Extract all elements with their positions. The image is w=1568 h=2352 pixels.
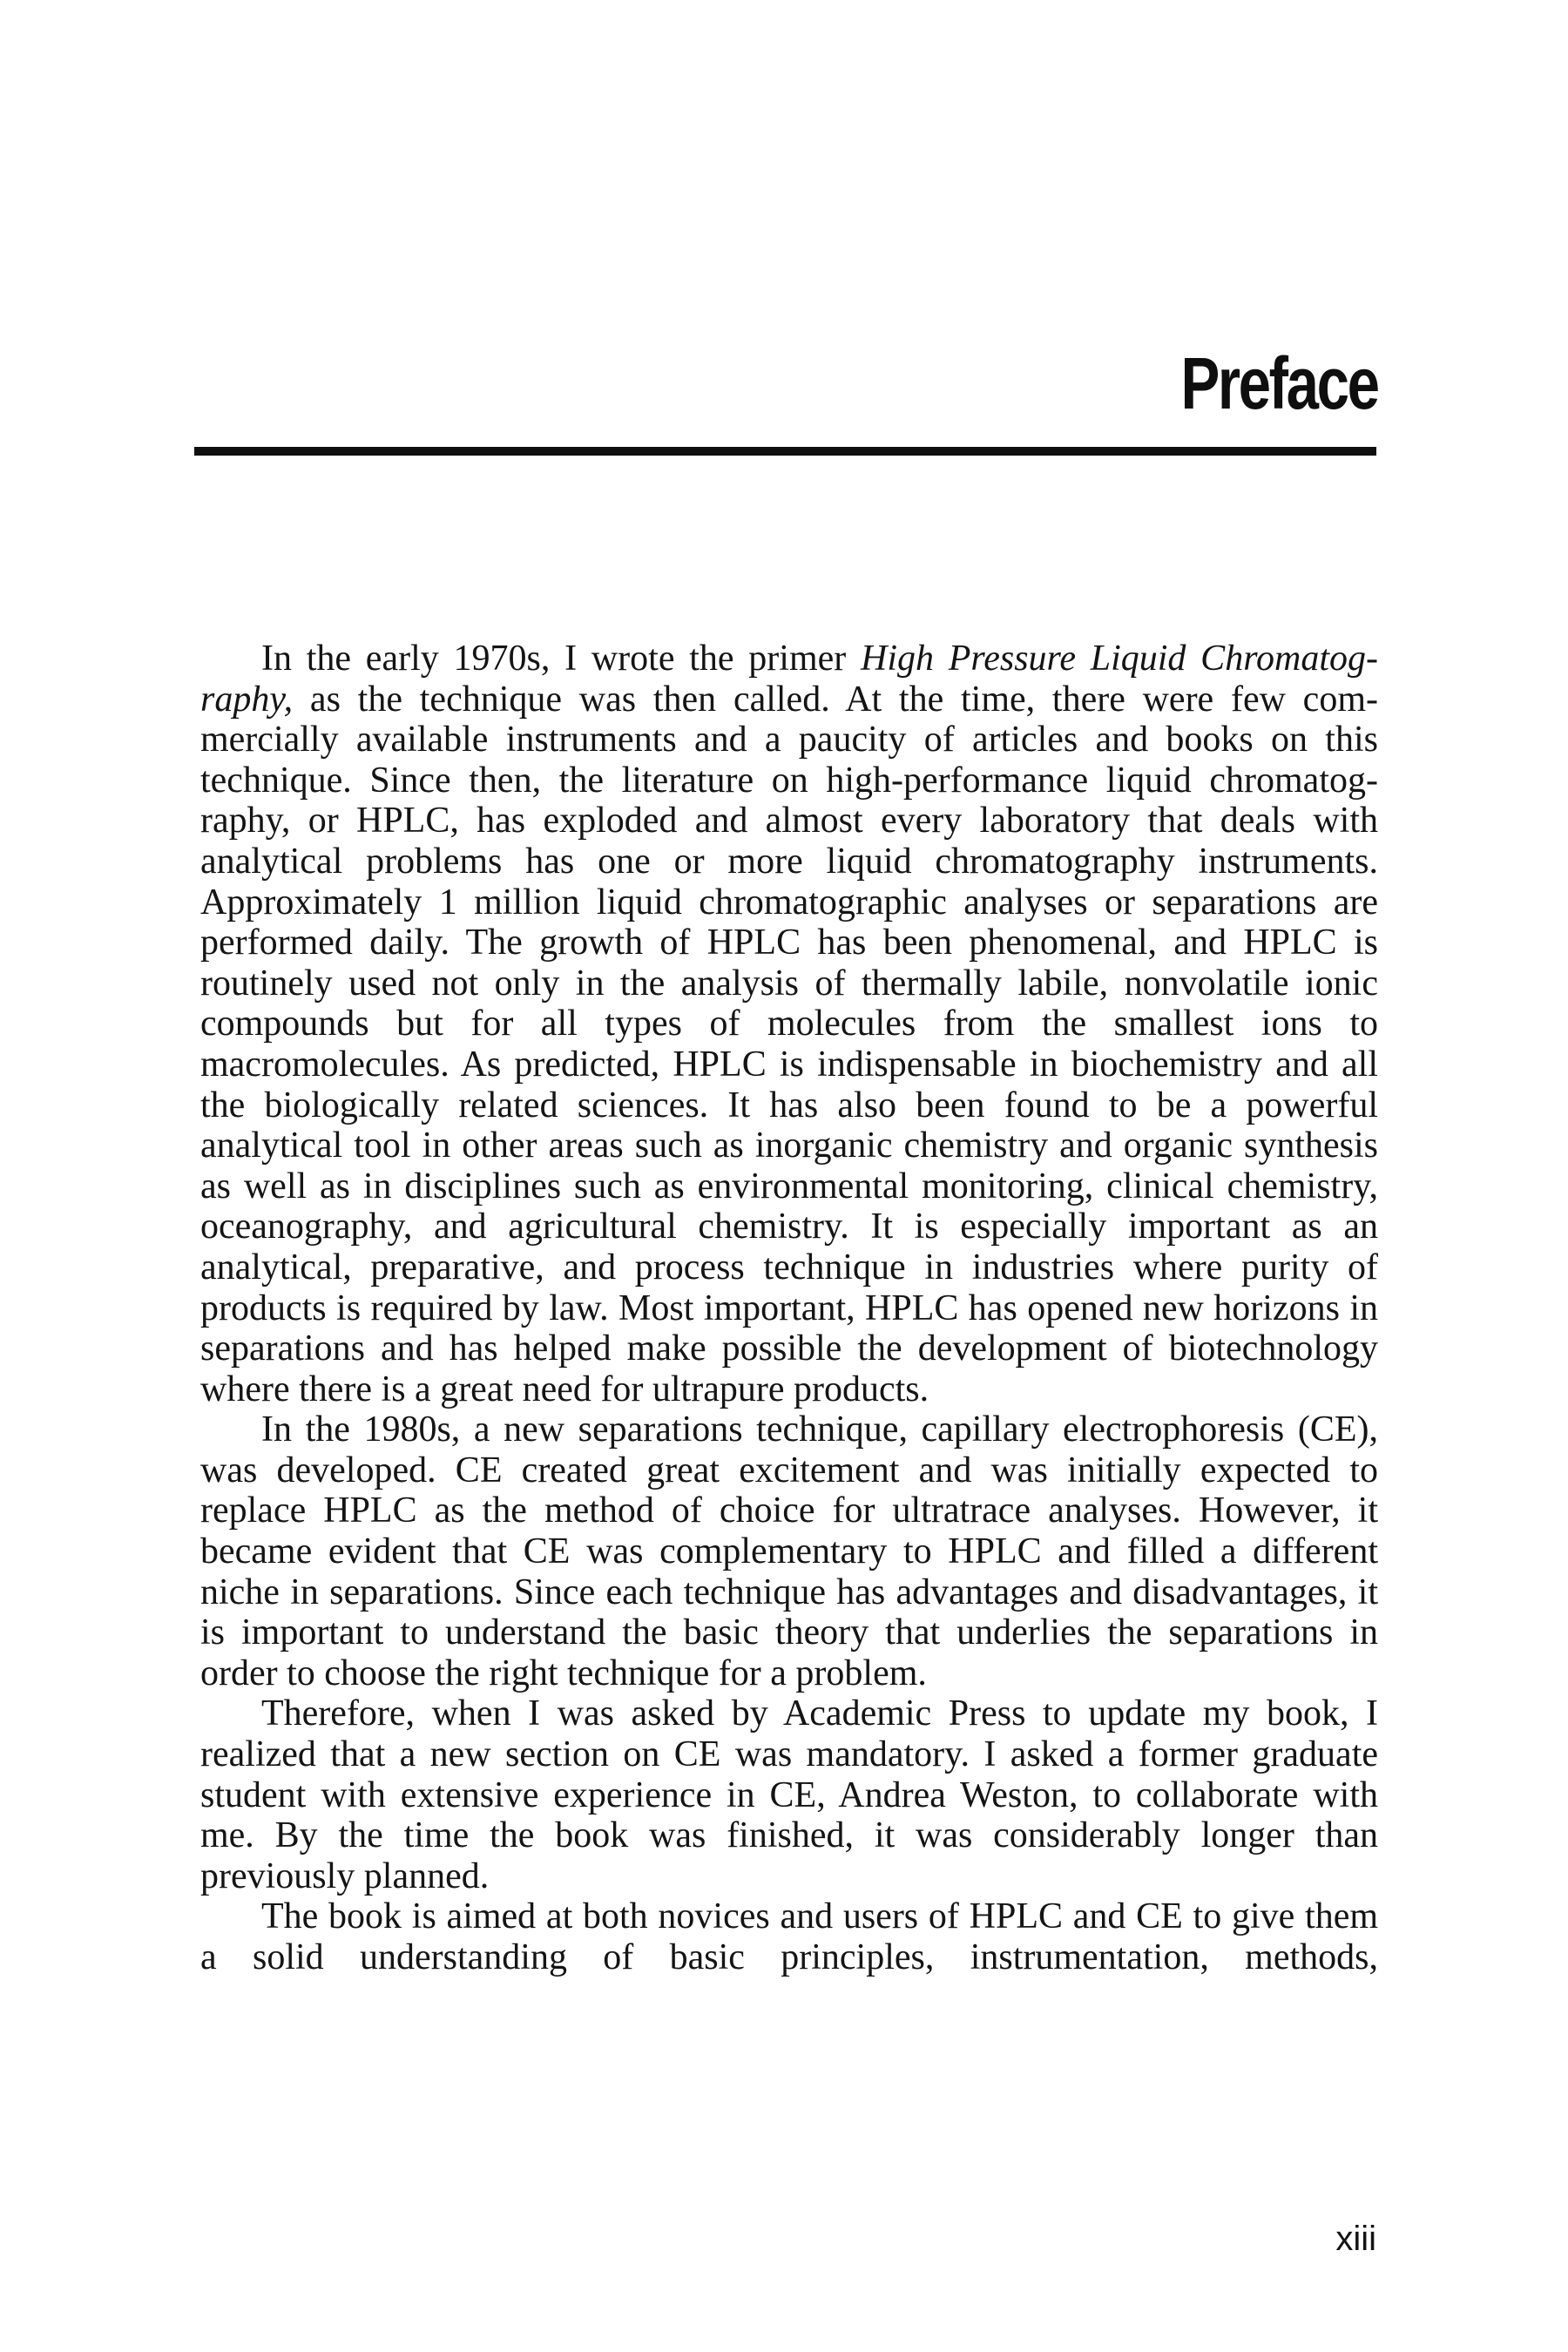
paragraph-4: The book is aimed at both novices and users of HPLC and CE to give them a solid understanding of basic principles, instrumentation, methods,	[200, 1896, 1378, 1977]
paragraph-1-lead: In the early 1970s, I wrote the primer	[261, 639, 862, 679]
paragraph-1-rest: as the technique was then called. At the time, there were few commercially available instruments and a paucity of articles and books on this technique. Since then, the literature on high-performance liquid chromatography, or HPLC, has exploded and almost every laboratory that deals with analytical problems has one or more liquid chromatography instruments. Approximately 1 million liquid chromatographic analyses or separations are performed daily. The growth of HPLC has been phenomenal, and HPLC is routinely used not only in the analysis of thermally labile, nonvolatile ionic compounds but for all types of molecules from the smallest ions to macromolecules. As predicted, HPLC is indispensable in biochemistry and all the biologically related sciences. It has also been found to be a powerful analytical tool in other areas such as inorganic chemistry and organic synthesis as well as in disciplines such as environmental monitoring, clinical chemistry, oceanography, and agricultural chemistry. It is especially important as an analytical, preparative, and process technique in industries where purity of products is required by law. Most important, HPLC has opened new horizons in separations and has helped make possible the development of biotechnology where there is a great need for ultrapure products.	[200, 679, 1378, 1409]
paragraph-2: In the 1980s, a new separations technique, capillary electrophoresis (CE), was developed. CE created great excitement and was initially expected to replace HPLC as the method of choice for ultratrace analyses. However, it became evident that CE was complementary to HPLC and filled a different niche in separations. Since each technique has advantages and disadvantages, it is important to understand the basic theory that underlies the separations in order to choose the right technique for a problem.	[200, 1409, 1378, 1693]
book-title-italic: High Pressure Liquid Chromatography,	[200, 639, 1378, 720]
preface-body	[200, 639, 1378, 1978]
paragraph-1	[200, 639, 1378, 1409]
page-title: Preface	[1180, 342, 1378, 424]
title-rule	[194, 447, 1376, 456]
paragraph-3: Therefore, when I was asked by Academic Press to update my book, I realized that a new section on CE was mandatory. I asked a former graduate student with extensive experience in CE, Andrea Weston, to collaborate with me. By the time the book was finished, it was considerably longer than previously planned.	[200, 1693, 1378, 1896]
page-number: xiii	[1335, 2220, 1376, 2258]
